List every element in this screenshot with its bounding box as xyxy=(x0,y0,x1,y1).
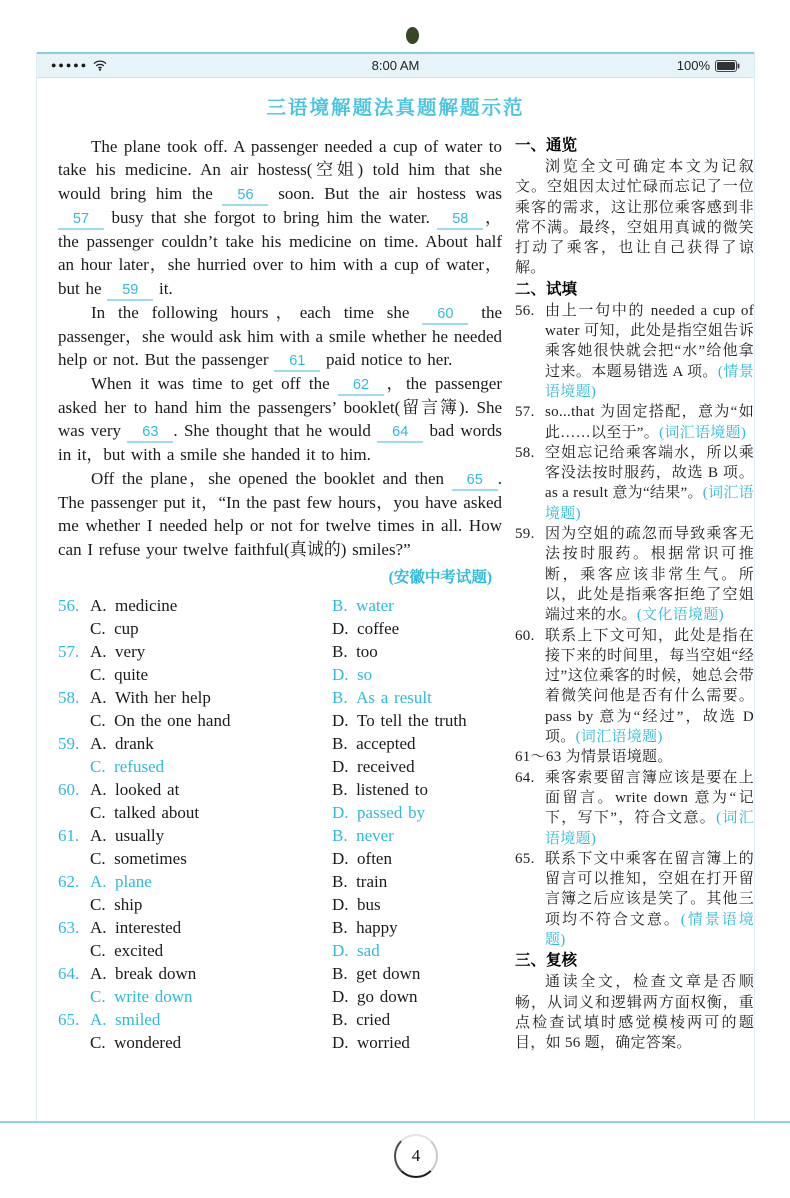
option-row xyxy=(58,801,502,824)
analysis-text: 空姐忘记给乘客端水，所以乘客没法按时服药，故选 B 项。as a result 意为“结果”。 xyxy=(545,444,754,502)
analysis-item-body xyxy=(545,849,754,950)
passage-paragraph: The plane took off. A passenger needed a cup of water to take his medicine. An air hostess(空姐) told him that she would bring him the 56 soon. But the air hostess was 57 busy that she forgot to bring him the water. 58 ，the passenger couldn’t take his medicine on time. About half an hour later，she hurried over to him with a cup of water，but he 59 it. xyxy=(58,135,502,301)
analysis-heading: 一、通览 xyxy=(515,137,578,154)
option-60A: A. looked at xyxy=(90,780,180,800)
status-bar xyxy=(37,52,754,78)
question-number: 60. xyxy=(58,780,80,800)
option-65C: C. wondered xyxy=(90,1033,182,1053)
question-number: 61. xyxy=(58,826,80,846)
cloze-blank: 61 xyxy=(274,354,320,372)
option-61D: D. often xyxy=(332,849,392,869)
option-row xyxy=(58,916,502,939)
page-number-badge xyxy=(394,1134,438,1178)
cloze-blank: 62 xyxy=(338,378,384,396)
passage-paragraph: When it was time to get off the 62 ，the passenger asked her to hand him the passengers’ booklet(留言簿). She was very 63 . She thought that he would 64 bad words in it，but with a smile she handed it to him. xyxy=(58,374,503,465)
option-62B: B. train xyxy=(332,872,388,892)
option-row xyxy=(58,594,502,617)
question-number: 58. xyxy=(58,688,80,708)
passage-paragraph: In the following hours，each time she 60 the passenger，she would ask him with a smile whether he needed help or not. But the passenger 61 paid notice to her. xyxy=(58,301,502,372)
context-type-tag: (词汇语境题) xyxy=(545,810,754,847)
question-number: 57. xyxy=(58,642,80,662)
footer-divider xyxy=(0,1121,790,1123)
option-row xyxy=(58,824,502,847)
question-number: 62. xyxy=(58,872,80,892)
analysis-heading: 二、试填 xyxy=(515,280,578,298)
analysis-item-number: 65. xyxy=(515,850,535,867)
analysis-text: 61～63 为情景语境题。 xyxy=(515,749,673,766)
option-row xyxy=(58,709,502,732)
option-57A: A. very xyxy=(90,642,146,662)
option-63C: C. excited xyxy=(90,941,164,961)
device-screen xyxy=(36,52,755,1121)
option-64C: C. write down xyxy=(90,987,193,1007)
analysis-text: 通读全文，检查文章是否顺畅，从词义和逻辑两方面权衡，重点检查试填时感觉模棱两可的题目，如 56 题，确定答案。 xyxy=(515,974,754,1052)
analysis-item xyxy=(515,626,754,748)
question-number: 56. xyxy=(58,596,80,616)
question-number: 65. xyxy=(58,1010,80,1030)
option-65A: A. smiled xyxy=(90,1010,161,1030)
cloze-blank: 56 xyxy=(222,188,268,206)
analysis-paragraph xyxy=(515,972,754,1053)
option-65B: B. cried xyxy=(332,1010,391,1030)
option-row xyxy=(58,847,502,870)
analysis-item-number: 64. xyxy=(515,769,535,786)
option-row xyxy=(58,686,502,709)
analysis-item xyxy=(515,402,754,443)
option-61A: A. usually xyxy=(90,826,165,846)
option-row xyxy=(58,755,502,778)
option-59C: C. refused xyxy=(90,757,165,777)
cloze-blank: 60 xyxy=(422,307,468,325)
option-61C: C. sometimes xyxy=(90,849,187,869)
option-58B: B. As a result xyxy=(332,688,432,708)
status-time: 8:00 AM xyxy=(371,58,420,73)
context-type-tag: (情景语境题) xyxy=(545,911,754,948)
option-59B: B. accepted xyxy=(332,734,416,754)
option-62C: C. ship xyxy=(90,895,143,915)
question-number xyxy=(58,985,90,1008)
analysis-text: 联系上下文可知，此处是指在接下来的时间里，每当空姐“经过”这位乘客的时候，她总会带着微笑问他是否有什么需要。pass by 意为“经过”，故选 D 项。 xyxy=(545,627,754,746)
exam-source-label: (安徽中考试题) xyxy=(388,569,492,587)
context-type-tag: (词汇语境题) xyxy=(575,729,663,746)
option-row xyxy=(58,893,502,916)
context-type-tag: (情景语境题) xyxy=(545,363,754,400)
battery-percent: 100% xyxy=(676,58,710,73)
question-number xyxy=(58,1031,90,1054)
question-number: 59. xyxy=(58,734,80,754)
option-row xyxy=(58,617,502,640)
option-63B: B. happy xyxy=(332,918,398,938)
cloze-blank: 63 xyxy=(127,425,173,443)
passage xyxy=(58,135,502,561)
cloze-blank: 58 xyxy=(437,212,483,230)
option-row xyxy=(58,1008,502,1031)
option-63D: D. sad xyxy=(332,941,380,961)
analysis-item-body xyxy=(545,524,754,625)
option-57D: D. so xyxy=(332,665,373,685)
analysis-item-number: 57. xyxy=(515,404,535,421)
analysis-text: 因为空姐的疏忽而导致乘客无法按时服药。根据常识可推断，乘客应该非常生气。所以，此处是指乘客拒绝了空姐端过来的水。 xyxy=(545,526,754,624)
option-57B: B. too xyxy=(332,642,378,662)
option-64B: B. get down xyxy=(332,964,421,984)
question-number xyxy=(58,617,90,640)
camera-dot xyxy=(406,27,419,44)
content-columns xyxy=(37,120,754,1054)
analysis-note xyxy=(515,747,754,767)
status-bar-right xyxy=(677,58,740,73)
option-row xyxy=(58,640,502,663)
analysis-item-body xyxy=(545,301,754,402)
option-56B: B. water xyxy=(332,596,394,616)
option-56D: D. coffee xyxy=(332,619,400,639)
analysis-text: 由上一句中的 needed a cup of water 可知，此处是指空姐告诉乘客她很快就会把“水”给他拿过来。本题易错选 A 项。 xyxy=(545,302,754,380)
option-row xyxy=(58,732,502,755)
option-58C: C. On the one hand xyxy=(90,711,231,731)
status-bar-left xyxy=(51,60,107,71)
context-type-tag: (词汇语境题) xyxy=(545,485,754,522)
option-59D: D. received xyxy=(332,757,415,777)
option-59A: A. drank xyxy=(90,734,154,754)
question-number xyxy=(58,893,90,916)
option-56C: C. cup xyxy=(90,619,139,639)
cloze-blank: 57 xyxy=(58,212,104,230)
question-number xyxy=(58,663,90,686)
option-row xyxy=(58,870,502,893)
analysis-text: 乘客索要留言簿应该是要在上面留言。write down 意为“记下，写下”，符合文意。 xyxy=(545,769,754,827)
question-number xyxy=(58,709,90,732)
option-56A: A. medicine xyxy=(90,596,178,616)
option-60D: D. passed by xyxy=(332,803,426,823)
analysis-item-number: 60. xyxy=(515,627,535,644)
passage-column xyxy=(58,135,502,1054)
analysis-item xyxy=(515,768,754,849)
option-57C: C. quite xyxy=(90,665,149,685)
analysis-heading: 三、复核 xyxy=(515,952,578,970)
signal-strength-icon: ●●●●● xyxy=(51,60,89,70)
option-60C: C. talked about xyxy=(90,803,200,823)
option-row xyxy=(58,1031,502,1054)
analysis-text: 联系下文中乘客在留言簿上的留言可以推知，空姐在打开留言簿之后应该是笑了。其他三项均不符合文意。 xyxy=(545,850,754,928)
analysis-item xyxy=(515,849,754,950)
question-number xyxy=(58,801,90,824)
wifi-icon xyxy=(93,60,107,71)
option-60B: B. listened to xyxy=(332,780,428,800)
option-62D: D. bus xyxy=(332,895,381,915)
analysis-item xyxy=(515,524,754,625)
analysis-text: 浏览全文可确定本文为记叙文。空姐因太过忙碌而忘记了一位乘客的需求，这让那位乘客感到非常不满。最终，空姐用真诚的微笑打动了乘客，也让自己获得了谅解。 xyxy=(515,159,754,277)
options-list xyxy=(58,594,502,1054)
analysis-item-body xyxy=(545,443,754,524)
option-row xyxy=(58,939,502,962)
option-row xyxy=(58,663,502,686)
question-number xyxy=(58,847,90,870)
cloze-blank: 64 xyxy=(377,425,423,443)
analysis-item-number: 59. xyxy=(515,526,535,543)
analysis-item-body xyxy=(545,768,754,849)
analysis-item-body xyxy=(545,626,754,748)
option-row xyxy=(58,985,502,1008)
question-number xyxy=(58,755,90,778)
question-number xyxy=(58,939,90,962)
analysis-paragraph xyxy=(515,157,754,279)
option-61B: B. never xyxy=(332,826,394,846)
option-62A: A. plane xyxy=(90,872,152,892)
context-type-tag: (词汇语境题) xyxy=(659,424,747,441)
analysis-item xyxy=(515,301,754,402)
option-64A: A. break down xyxy=(90,964,197,984)
option-row xyxy=(58,962,502,985)
analysis-text: so...that 为固定搭配，意为“如此……以至于”。 xyxy=(545,404,754,441)
passage-paragraph: Off the plane，she opened the booklet and then 65 . The passenger put it，“In the past few hours，you have asked me whether I needed help or not for twelve times in all. How can I refuse your twelve faithful(真诚的) smiles?” xyxy=(58,468,502,559)
cloze-blank: 59 xyxy=(107,283,153,301)
question-number: 64. xyxy=(58,964,80,984)
page-title: 三语境解题法真题解题示范 xyxy=(266,97,525,119)
option-58A: A. With her help xyxy=(90,688,211,708)
analysis-item-body xyxy=(545,402,754,443)
context-type-tag: (文化语境题) xyxy=(636,607,724,624)
analysis-item-number: 56. xyxy=(515,302,535,319)
option-63A: A. interested xyxy=(90,918,182,938)
option-64D: D. go down xyxy=(332,987,418,1007)
page-number: 4 xyxy=(411,1146,421,1165)
option-58D: D. To tell the truth xyxy=(332,711,467,731)
analysis-item xyxy=(515,443,754,524)
option-row xyxy=(58,778,502,801)
option-65D: D. worried xyxy=(332,1033,410,1053)
analysis-column xyxy=(515,135,754,1054)
analysis-item-number: 58. xyxy=(515,444,535,461)
question-number: 63. xyxy=(58,918,80,938)
cloze-blank: 65 xyxy=(452,473,498,491)
battery-icon xyxy=(715,60,740,72)
